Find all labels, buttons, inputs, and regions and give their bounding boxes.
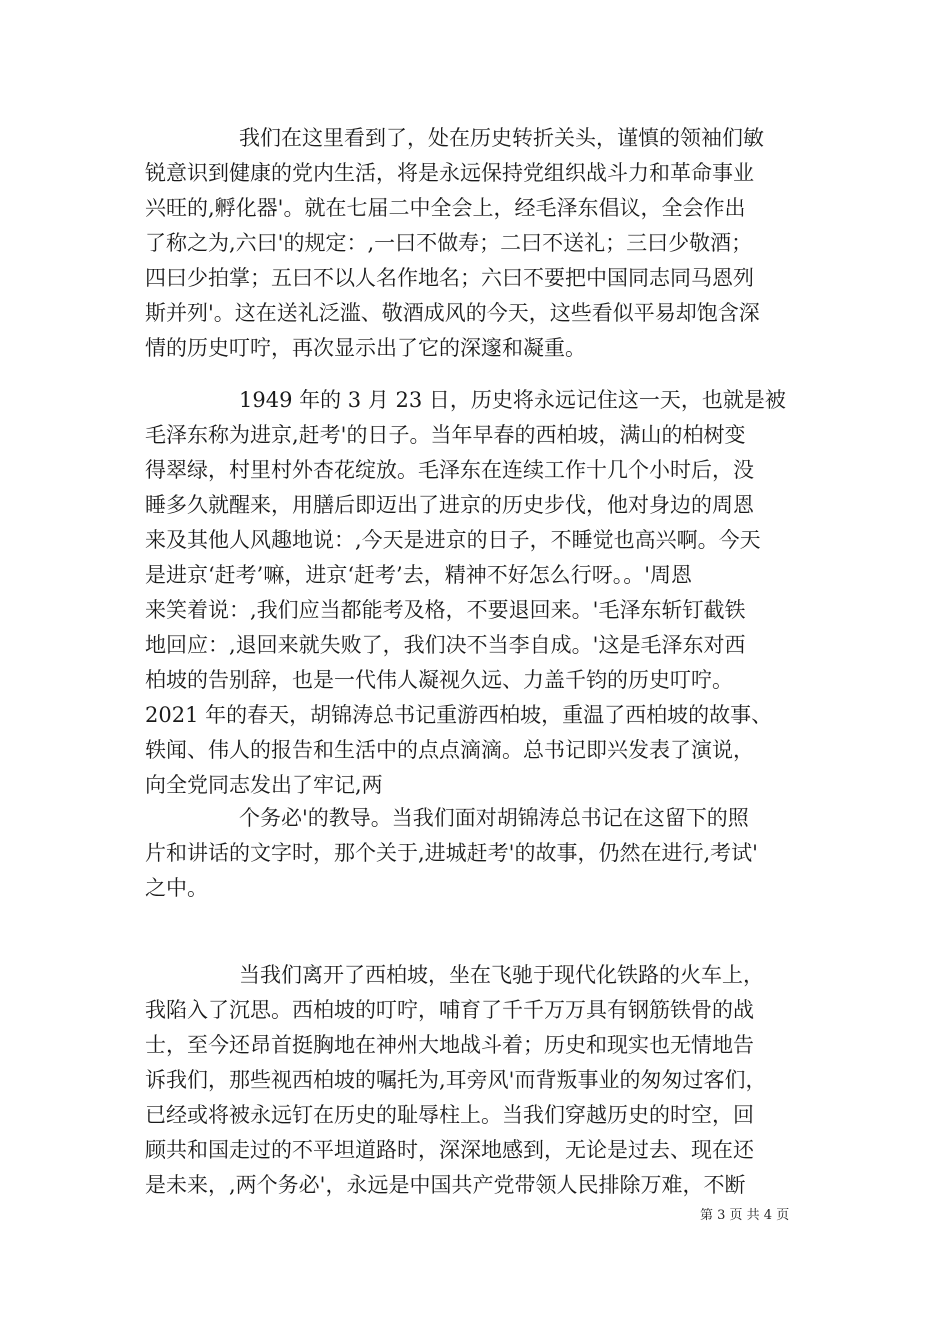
text-line: 顾共和国走过的不平坦道路时，深深地感到，无论是过去、现在还: [145, 1138, 754, 1162]
text-line: 是进京‘赶考’嘛，进京‘赶考’去，精神不好怎么行呀。。'周恩: [145, 563, 692, 587]
text-line: 四曰少拍掌；五曰不以人名作地名；六曰不要把中国同志同马恩列: [145, 266, 754, 290]
text-line: 之中。: [145, 876, 208, 900]
text-line: 斯并列'。这在送礼泛滥、敬酒成风的今天，这些看似平易却饱含深: [145, 301, 760, 325]
paragraph-2: [145, 383, 831, 803]
text-line: 情的历史叮咛，再次显示出了它的深邃和凝重。: [145, 336, 586, 360]
text-line: 我陷入了沉思。西柏坡的叮咛，哺育了千千万万具有钢筋铁骨的战: [145, 998, 754, 1022]
page-number-footer: 第 3 页 共 4 页: [700, 1208, 790, 1223]
text-line: 柏坡的告别辞，也是一代伟人凝视久远、力盖千钧的历史叮咛。: [145, 668, 733, 692]
text-line: 已经或将被永远钉在历史的耻辱柱上。当我们穿越历史的时空，回: [145, 1103, 754, 1127]
text-line: 诉我们，那些视西柏坡的嘱托为,耳旁风'而背叛事业的匆匆过客们，: [145, 1068, 767, 1092]
text-line: 兴旺的,孵化器'。就在七届二中全会上，经毛泽东倡议，全会作出: [145, 196, 746, 220]
text-line: 2021 年的春天，胡锦涛总书记重游西柏坡，重温了西柏坡的故事、: [145, 703, 773, 727]
text-line: 向全党同志发出了牢记,两: [145, 773, 383, 797]
paragraph-4: [145, 958, 831, 1203]
text-line: 士，至今还昂首挺胸地在神州大地战斗着；历史和现实也无情地告: [145, 1033, 754, 1057]
text-line: 我们在这里看到了，处在历史转折关头，谨慎的领袖们敏: [239, 126, 764, 150]
text-line: 1949 年的 3 月 23 日，历史将永远记住这一天，也就是被: [239, 388, 786, 412]
text-line: 毛泽东称为进京,赶考'的日子。当年早春的西柏坡，满山的柏树变: [145, 423, 746, 447]
text-line: 来笑着说：,我们应当都能考及格，不要退回来。'毛泽东斩钉截铁: [145, 598, 746, 622]
text-line: 地回应：,退回来就失败了，我们决不当李自成。'这是毛泽东对西: [145, 633, 746, 657]
text-line: 来及其他人风趣地说：,今天是进京的日子，不睡觉也高兴啊。今天: [145, 528, 761, 552]
text-line: 片和讲话的文字时，那个关于,进城赶考'的故事，仍然在进行,考试': [145, 841, 758, 865]
text-line: 轶闻、伟人的报告和生活中的点点滴滴。总书记即兴发表了演说，: [145, 738, 754, 762]
text-line: 了称之为,六曰'的规定：,一曰不做寿；二曰不送礼；三曰少敬酒；: [145, 231, 753, 255]
text-line: 得翠绿，村里村外杏花绽放。毛泽东在连续工作十几个小时后，没: [145, 458, 754, 482]
text-line: 锐意识到健康的党内生活，将是永远保持党组织战斗力和革命事业: [145, 161, 754, 185]
text-line: 个务必'的教导。当我们面对胡锦涛总书记在这留下的照: [239, 806, 749, 830]
paragraph-1: [145, 121, 831, 366]
text-line: 是未来，,两个务必'，永远是中国共产党带领人民排除万难，不断: [145, 1173, 746, 1197]
paragraph-3: [145, 801, 831, 906]
text-line: 睡多久就醒来，用膳后即迈出了进京的历史步伐，他对身边的周恩: [145, 493, 754, 517]
text-line: 当我们离开了西柏坡，坐在飞驰于现代化铁路的火车上，: [239, 963, 764, 987]
